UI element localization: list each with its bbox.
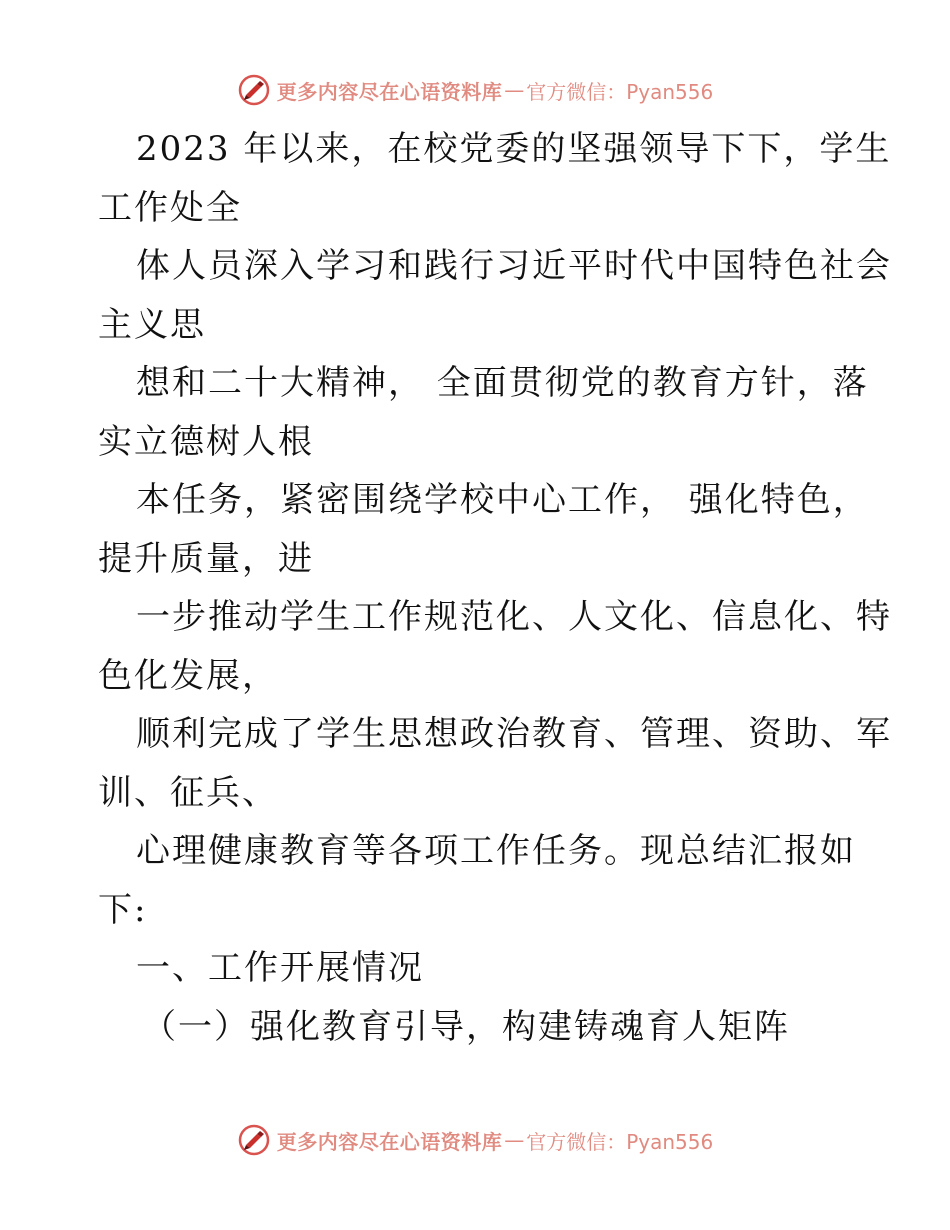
body-line: 心理健康教育等各项工作任务。现总结汇报如	[136, 831, 856, 871]
body-line: 主义思	[98, 304, 206, 345]
section-heading: 一、工作开展情况	[136, 948, 424, 988]
body-line: 下:	[98, 889, 148, 930]
body-line: 色化发展，	[98, 655, 278, 696]
body-line: 实立德树人根	[98, 421, 314, 462]
body-line: 本任务，紧密围绕学校中心工作， 强化特色，	[136, 480, 869, 520]
brand-logo-icon	[237, 73, 271, 107]
footer-watermark	[0, 1120, 950, 1160]
watermark-wechat: 官方微信：Pyan556	[526, 1129, 714, 1154]
watermark-brand: 更多内容尽在心语资料库	[276, 79, 503, 104]
subsection-heading: （一）强化教育引导，构建铸魂育人矩阵	[142, 1006, 790, 1047]
watermark-brand: 更多内容尽在心语资料库	[276, 1129, 503, 1154]
body-line: 一步推动学生工作规范化、人文化、信息化、特	[136, 597, 892, 637]
body-line: 体人员深入学习和践行习近平时代中国特色社会	[136, 246, 892, 286]
watermark-wechat: 官方微信：Pyan556	[526, 79, 714, 104]
header-watermark	[0, 70, 950, 110]
body-line: 提升质量，进	[98, 538, 314, 579]
document-body	[98, 120, 892, 1056]
body-line: 训、征兵、	[98, 772, 278, 813]
brand-logo-icon	[237, 1123, 271, 1157]
watermark-dash: —	[504, 1128, 525, 1152]
body-line: 顺利完成了学生思想政治教育、管理、资助、军	[136, 714, 892, 754]
watermark-dash: —	[504, 78, 525, 102]
body-line: 2023 年以来，在校党委的坚强领导下下，学生	[136, 129, 892, 169]
body-line: 想和二十大精神， 全面贯彻党的教育方针，落	[136, 363, 869, 403]
body-line: 工作处全	[98, 187, 242, 228]
